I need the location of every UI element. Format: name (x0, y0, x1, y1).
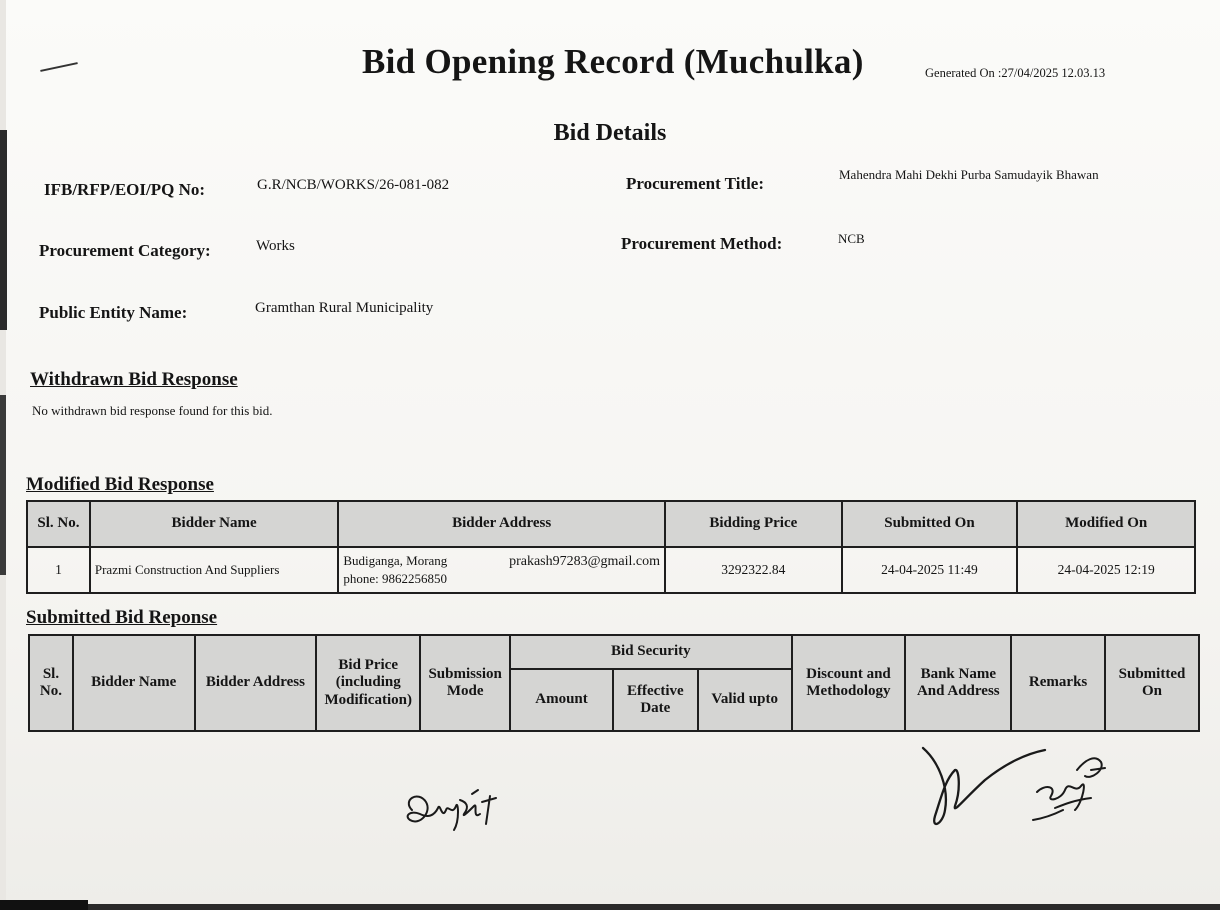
public-entity-label: Public Entity Name: (39, 303, 188, 322)
column-header-submission-mode: Submission Mode (420, 635, 510, 731)
section-title-bid-details: Bid Details (553, 120, 667, 146)
submitted-bid-table (28, 634, 1200, 732)
section-title-modified: Modified Bid Response (26, 474, 214, 495)
column-header-bidder-address: Bidder Address (195, 635, 317, 731)
generated-timestamp: Generated On :27/04/2025 12.03.13 (925, 66, 1106, 80)
email: prakash97283@gmail.com (509, 554, 660, 570)
submitted-on-cell: 24-04-2025 11:49 (842, 547, 1018, 593)
modified-bid-table (26, 500, 1196, 594)
procurement-category-value: Works (256, 238, 295, 254)
withdrawn-note: No withdrawn bid response found for this bid. (32, 403, 273, 418)
modified-on-cell: 24-04-2025 12:19 (1017, 547, 1195, 593)
procurement-title-label: Procurement Title: (626, 174, 765, 193)
column-header: Bidder Address (338, 501, 665, 547)
column-header-amount: Amount (510, 669, 613, 731)
column-header: Bidder Name (90, 501, 338, 547)
scan-corner (0, 900, 88, 910)
table-row (27, 547, 1195, 593)
signature-left (400, 780, 510, 840)
column-header-bidder-name: Bidder Name (73, 635, 195, 731)
scan-edge (0, 130, 7, 330)
column-header-effective-date: Effective Date (613, 669, 698, 731)
page-title: Bid Opening Record (Muchulka) (362, 42, 864, 81)
column-header-bid-price: Bid Price (including Modification) (316, 635, 420, 731)
address-line: Budiganga, Morang (343, 553, 448, 569)
column-header: Bidding Price (665, 501, 842, 547)
public-entity-value: Gramthan Rural Municipality (255, 300, 434, 316)
column-header-valid-upto: Valid upto (698, 669, 792, 731)
ifb-label: IFB/RFP/EOI/PQ No: (44, 180, 206, 199)
column-header-bank: Bank Name And Address (905, 635, 1011, 731)
signature-right (905, 740, 1125, 840)
section-title-submitted: Submitted Bid Reponse (26, 607, 218, 628)
sl-no-cell: 1 (27, 547, 90, 593)
phone: phone: 9862256850 (343, 570, 447, 586)
bidder-address-cell (338, 547, 665, 593)
column-header-remarks: Remarks (1011, 635, 1105, 731)
column-header: Modified On (1017, 501, 1195, 547)
scan-edge-bottom (0, 904, 1220, 910)
procurement-method-label: Procurement Method: (621, 234, 783, 253)
column-header-bid-security: Bid Security (510, 635, 791, 669)
scan-edge (0, 395, 6, 575)
column-header: Submitted On (842, 501, 1018, 547)
procurement-method-value: NCB (838, 231, 865, 246)
table-header-row (29, 635, 1199, 669)
column-header-sl: Sl. No. (29, 635, 73, 731)
table-header-row (27, 501, 1195, 547)
column-header: Sl. No. (27, 501, 90, 547)
bidding-price-cell: 3292322.84 (665, 547, 842, 593)
column-header-submitted-on: Submitted On (1105, 635, 1199, 731)
column-header-discount: Discount and Methodology (792, 635, 906, 731)
procurement-category-label: Procurement Category: (39, 241, 211, 260)
ifb-value: G.R/NCB/WORKS/26-081-082 (257, 177, 450, 193)
procurement-title-value: Mahendra Mahi Dekhi Purba Samudayik Bhawan (839, 167, 1099, 182)
bidder-name-cell: Prazmi Construction And Suppliers (90, 547, 338, 593)
section-title-withdrawn: Withdrawn Bid Response (30, 369, 238, 390)
